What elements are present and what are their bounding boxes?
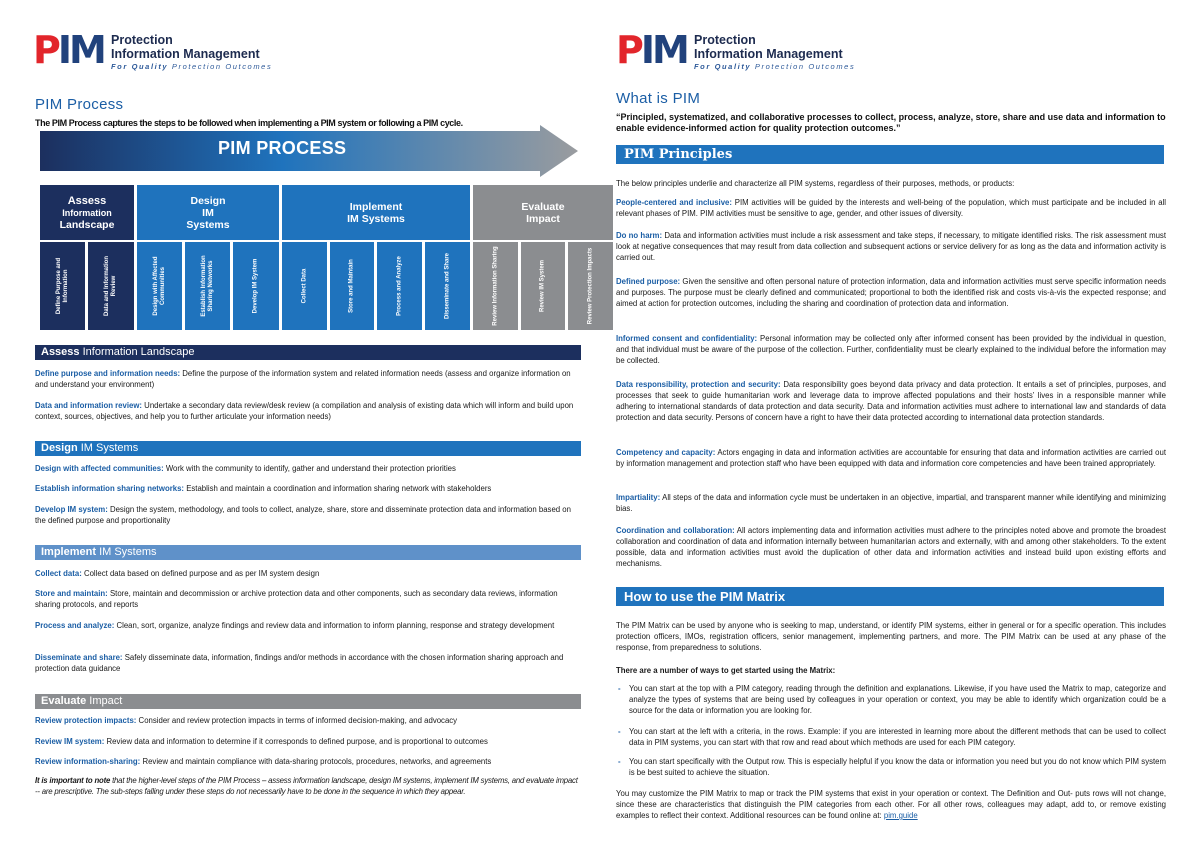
implement-item: Collect data: Collect data based on defined purpose and as per IM system design bbox=[35, 569, 320, 578]
logo-tagline: For Quality Protection Outcomes bbox=[111, 62, 273, 71]
substep-data-review: Data and Information Review bbox=[88, 242, 134, 330]
evaluate-item: Review information-sharing: Review and maintain compliance with data-sharing protocols, procedures, networks, and agreements bbox=[35, 757, 492, 766]
implement-item: Process and analyze: Clean, sort, organize, analyze findings and review data and information to inform planning, response and strategy development bbox=[35, 621, 555, 630]
implement-section-bar: Implement IM Systems bbox=[35, 545, 581, 560]
pim-logo-right bbox=[616, 30, 876, 70]
matrix-bullet: - You can start at the left with a criteria, in the rows. Example: if you are interested in learning more about the different methods that can be used to collect data in PIM systems, you can start with that row and read about which methods are used for each PIM category. bbox=[618, 727, 1166, 747]
substep-define-purpose: Define Purpose and Information bbox=[40, 242, 85, 330]
assess-item: Data and information review: Undertake a secondary data review/desk review (a compilation and analysis of existing data which will inform and build upon context, sources, objectives, and help you to further articulate your information needs) bbox=[35, 401, 574, 421]
principle-item: Defined purpose: Given the sensitive and often personal nature of protection information, data and information activities must serve specific information needs and purposes. The purpose must be clearly defined and communicated; proportional to both the identified risk and costs vis-à-vis the expected response; and aimed at action for protection outcomes, including the sharing and coordination of protection data and information. bbox=[616, 277, 1167, 308]
design-item: Establish information sharing networks: Establish and maintain a coordination and information sharing network with stakeholders bbox=[35, 484, 492, 493]
matrix-bullet: - You can start specifically with the Output row. This is especially helpful if you know the data or information you need but you do not know which PIM system is be best suited to achieve the situation. bbox=[618, 757, 1166, 777]
pim-logo-left bbox=[33, 30, 293, 70]
phase-design: Design IM Systems bbox=[137, 185, 279, 240]
design-item: Design with affected communities: Work with the community to identify, gather and understand their protection priorities bbox=[35, 464, 456, 473]
substep-disseminate-share: Disseminate and Share bbox=[425, 242, 470, 330]
assess-section-bar: Assess Information Landscape bbox=[35, 345, 581, 360]
principles-section-bar: PIM Principles bbox=[616, 145, 1164, 164]
principles-intro: The below principles underlie and characterize all PIM systems, regardless of their purposes, methods, or products: bbox=[616, 179, 1015, 188]
substep-store-maintain: Store and Maintain bbox=[330, 242, 374, 330]
matrix-bullet: - You can start at the top with a PIM category, reading through the definition and explanations. Likewise, if you have used the Matrix to map, categorize and analyze the types of systems that are being used by colleagues in your operation or context, you may be able to identify which organization could be a source for the data or information you are looking for. bbox=[618, 684, 1166, 715]
implement-item: Disseminate and share: Safely disseminate data, information, findings and/or methods in accordance with the chosen information sharing approach and protection data guidance bbox=[35, 653, 564, 673]
substep-review-sharing: Review Information Sharing bbox=[473, 242, 518, 330]
phase-assess: Assess Information Landscape bbox=[40, 185, 134, 240]
evaluate-section-bar: Evaluate Impact bbox=[35, 694, 581, 709]
matrix-ways: There are a number of ways to get started using the Matrix: bbox=[616, 666, 836, 675]
substep-collect-data: Collect Data bbox=[282, 242, 327, 330]
design-section-bar: Design IM Systems bbox=[35, 441, 581, 456]
evaluate-item: Review IM system: Review data and information to determine if it corresponds to defined purpose, and is proportional to outcomes bbox=[35, 737, 488, 746]
evaluate-item: Review protection impacts: Consider and review protection impacts in terms of informed decision-making, and advocacy bbox=[35, 716, 458, 725]
evaluate-note: It is important to note that the higher-level steps of the PIM Process – assess information landscape, design IM systems, implement IM systems, and evaluate impact -- are prescriptive. The sub-steps falling under these steps do not necessarily have to be done in the sequence in which they appear. bbox=[35, 776, 578, 796]
logo-title: Protection Information Management bbox=[111, 33, 260, 61]
logo-tagline: For Quality Protection Outcomes bbox=[694, 62, 856, 71]
what-is-pim-heading: What is PIM bbox=[616, 90, 701, 107]
principle-item: Informed consent and confidentiality: Personal information may be collected only after informed consent has been provided by the individual in question, and that individual must be aware of the purpose of the collection. Further, confidentiality must be clearly explained to the individual before the information may be collected. bbox=[616, 334, 1166, 365]
principle-item: Data responsibility, protection and security: Data responsibility goes beyond data privacy and data protection. It entails a set of principles, purposes, and processes that seek to guide humanitarian work and leverage data to improve affected populations and their hosts’ lives in a responsible manner while adhering to international standards of data protection and data security. Data and information activities must adhere to international law and standards of data protection and data security. Persons of concern have a right to have their data protected according to international data protection standards. bbox=[616, 380, 1166, 422]
substep-review-im: Review IM System bbox=[521, 242, 565, 330]
principle-item: Coordination and collaboration: All actors implementing data and information activities must adhere to the principles noted above and promote the broadest collaboration and coordination of data and information internally between humanitarian actors and externally, with and among other stakeholders. To the extent possible, data and information activities must avoid the duplication of other data and information activities and instead build upon existing efforts and mechanisms. bbox=[616, 526, 1166, 568]
assess-item: Define purpose and information needs: Define the purpose of the information system and related information needs (assess and organize information on and understand your environment) bbox=[35, 369, 571, 389]
principle-item: People-centered and inclusive: PIM activities will be guided by the interests and well-being of the population, which must participate and be included in all relevant phases of PIM. PIM activities must be sensitive to age, gender, and other issues of diversity. bbox=[616, 198, 1166, 218]
pim-process-heading: PIM Process bbox=[35, 96, 124, 113]
substep-develop-im: Develop IM System bbox=[233, 242, 279, 330]
pim-process-arrow-label: PIM PROCESS bbox=[218, 138, 347, 158]
principle-item: Do no harm: Data and information activities must include a risk assessment and take steps, if necessary, to mitigate identified risks. The risk assessment must look at negative consequences that may result from data collection and subsequent actions or service delivery for as long as the data and information activity is carried out. bbox=[616, 231, 1166, 262]
substep-sharing-networks: Establish Information Sharing Networks bbox=[185, 242, 230, 330]
pim-definition: “Principled, systematized, and collaborative processes to collect, process, analyze, store, share and use data and information to enable evidence-informed action for quality protection outcomes.” bbox=[616, 112, 1166, 133]
matrix-intro: The PIM Matrix can be used by anyone who is seeking to map, understand, or identify PIM systems, either in general or for a specific operation. This includes protection officers, IMOs, registration officers, senior management, implementing partners, and more. The PIM Matrix can be used at any phase of the response, from preparedness to solutions. bbox=[616, 621, 1166, 652]
principle-item: Competency and capacity: Actors engaging in data and information activities are accountable for ensuring that data and information activities are carried out by information management and protection staff who have been equipped with data and information core competencies and have been trained appropriately. bbox=[616, 448, 1166, 468]
principle-item: Impartiality: All steps of the data and information cycle must be undertaken in an objective, impartial, and transparent manner while identifying and minimizing bias. bbox=[616, 493, 1166, 513]
pim-process-arrow bbox=[40, 131, 578, 171]
phase-implement: Implement IM Systems bbox=[282, 185, 470, 240]
pim-logo-mark: PIM bbox=[616, 28, 687, 72]
logo-title: Protection Information Management bbox=[694, 33, 843, 61]
pim-logo-mark: PIM bbox=[33, 28, 104, 72]
pim-guide-link[interactable]: pim.guide bbox=[883, 811, 918, 820]
phase-evaluate: Evaluate Impact bbox=[473, 185, 613, 240]
substep-review-impacts: Review Protection Impacts bbox=[568, 242, 613, 330]
substep-process-analyze: Process and Analyze bbox=[377, 242, 422, 330]
matrix-section-bar: How to use the PIM Matrix bbox=[616, 587, 1164, 606]
substep-design-communities: Design with Affected Communities bbox=[137, 242, 182, 330]
design-item: Develop IM system: Design the system, methodology, and tools to collect, analyze, share, store and disseminate protection data and information based on the defined purpose and proportionality bbox=[35, 505, 571, 525]
implement-item: Store and maintain: Store, maintain and decommission or archive protection data and other components, such as secondary data reviews, information sharing protocols, and reports bbox=[35, 589, 558, 609]
matrix-closing: You may customize the PIM Matrix to map or track the PIM systems that exist in your operation or context. The Definition and Out- puts rows will not change, since these are characteristics that distinguish the PIM categories from each other. For all other rows, colleagues may adapt, add to, or remove existing examples to reflect their context. Additional resources can be found online at: pim.guide bbox=[616, 789, 1166, 820]
pim-process-intro: The PIM Process captures the steps to be followed when implementing a PIM system or following a PIM cycle. bbox=[35, 118, 463, 128]
